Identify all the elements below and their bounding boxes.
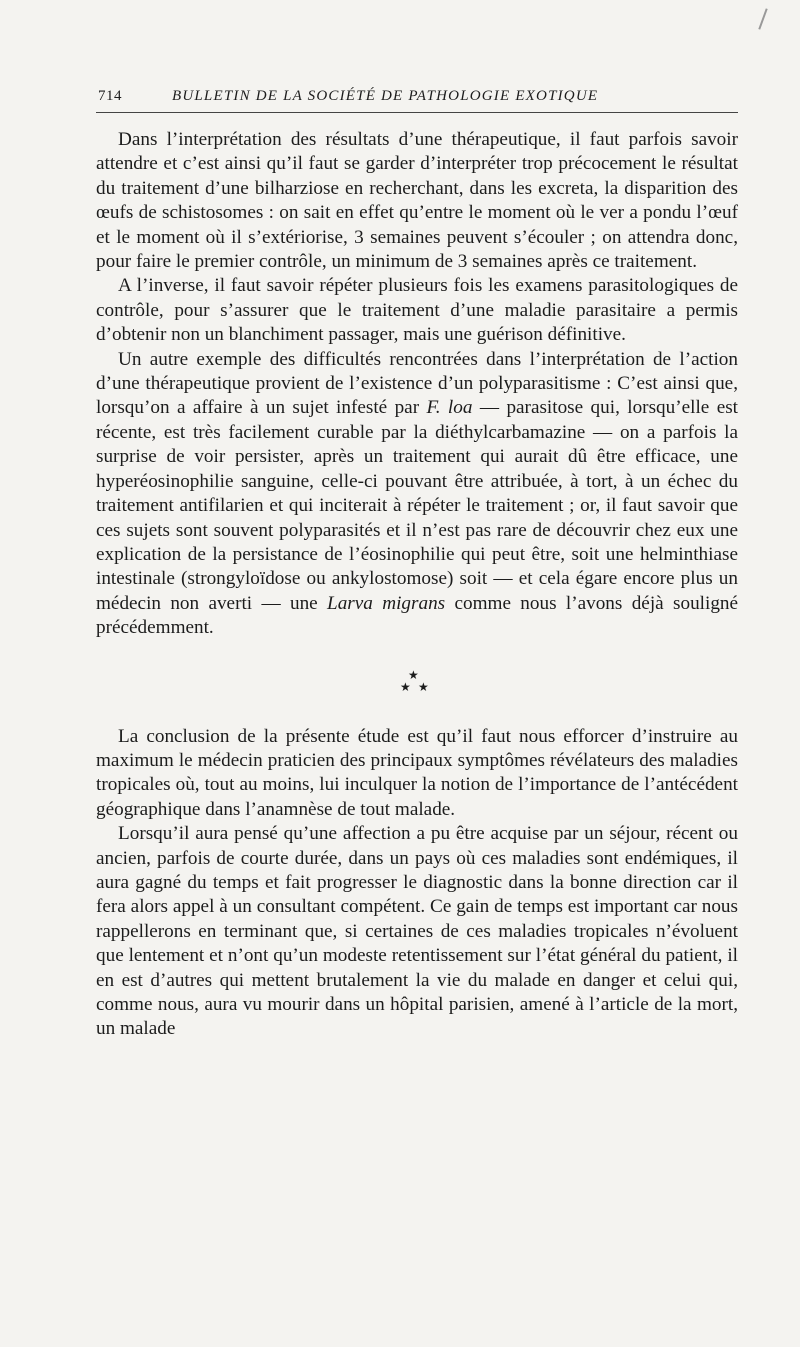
species-name-f-loa: F. loa <box>426 397 473 419</box>
body-text <box>96 128 738 1042</box>
paragraph-3-part-e: comme nous l’avons déjà souligné précédemment. <box>96 592 739 639</box>
paragraph-3-part-a: Un autre exemple des difficultés rencontrées dans l’interprétation de l’action d’une thérapeutique provient de l’existence d’un polyparasitisme : C’est ainsi que, lorsqu’on a affaire à un sujet infesté par <box>96 348 738 419</box>
page-number: 714 <box>98 88 122 104</box>
paragraph-3-part-c: — parasitose qui, lorsqu’elle est récente, est très facilement curable par la diéthylcarbamazine — on a parfois la surprise de voir persister, après un traitement qui aurait dû être efficace, une hyperéosinophilie sanguine, celle-ci pouvant être attribuée, à tort, à un échec du traitement antifilarien et qui inciterait à répéter le traitement ; or, il faut savoir que ces sujets sont souvent polyparasités et il n’est pas rare de découvrir chez eux une explication de la persistance de l’éosinophilie qui peut être, soit une helminthiase intestinale (strongyloïdose ou ankylostomose) soit — et cela égare encore plus un médecin non averti — une <box>96 397 739 614</box>
page-header <box>96 86 738 113</box>
paragraph-3 <box>96 348 738 641</box>
separator-star-icon: ★ <box>400 679 411 694</box>
paragraph-1: Dans l’interprétation des résultats d’une thérapeutique, il faut parfois savoir attendre et c’est ainsi qu’il faut se garder d’interpréter trop précocement le résultat du traitement d’une bilharziose en recherchant, dans les excreta, la disparition des œufs de schistosomes : on sait en effet qu’entre le moment où le ver a pondu l’œuf et le moment où il s’extériorise, 3 semaines peuvent s’écouler ; on attendra donc, pour faire le premier contrôle, un minimum de 3 semaines après ce traitement. <box>96 129 738 273</box>
separator-star-icon: ★ <box>408 667 419 682</box>
paragraph-5: Lorsqu’il aura pensé qu’une affection a pu être acquise par un séjour, récent ou ancien, parfois de courte durée, dans un pays où ces maladies sont endémiques, il aura gagné du temps et fait progresser le diagnostic dans la bonne direction car il fera alors appel à un consultant compétent. Ce gain de temps est important car nous rappellerons en terminant que, si certaines de ces maladies tropicales n’évoluent que lentement et n’ont qu’un modeste retentissement sur l’état général du patient, il en est d’autres qui mettent brutalement la vie du malade en danger et celui qui, comme nous, aura vu mourir dans un hôpital parisien, amené à l’article de la mort, un malade <box>96 823 738 1040</box>
running-title: BULLETIN DE LA SOCIÉTÉ DE PATHOLOGIE EXOTIQUE <box>172 88 599 104</box>
separator-star-icon: ★ <box>418 679 429 694</box>
section-separator <box>96 641 738 725</box>
paragraph-2: A l’inverse, il faut savoir répéter plusieurs fois les examens parasitologiques de contrôle, pour s’assurer que le traitement d’une maladie parasitaire a permis d’obtenir non un blanchiment passager, mais une guérison définitive. <box>96 275 738 346</box>
paragraph-4: La conclusion de la présente étude est qu’il faut nous efforcer d’instruire au maximum le médecin praticien des principaux symptômes révélateurs des maladies tropicales où, tout au moins, lui inculquer la notion de l’importance de l’antécédent géographique dans l’anamnèse de tout malade. <box>96 725 738 820</box>
species-name-larva-migrans: Larva migrans <box>327 592 446 614</box>
margin-mark <box>758 8 767 29</box>
